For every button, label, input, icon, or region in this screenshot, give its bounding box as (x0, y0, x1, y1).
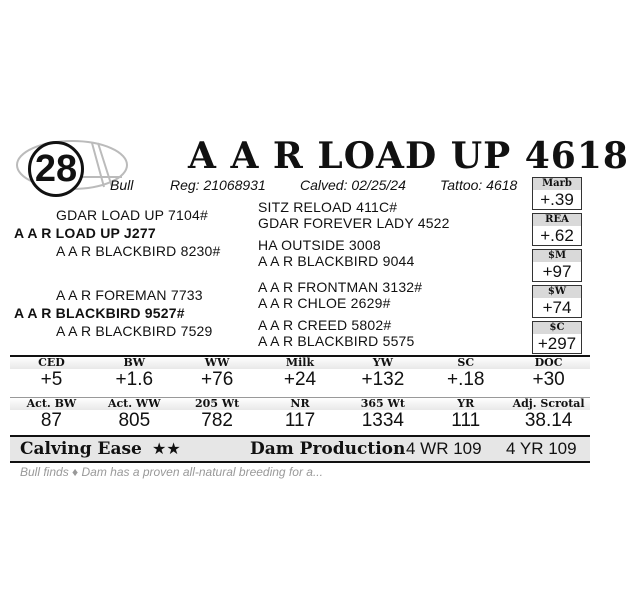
pedigree-dam-sire: A A R FOREMAN 7733 (56, 287, 203, 303)
epd-label: BW (123, 356, 146, 369)
registration-number: Reg: 21068931 (170, 177, 266, 193)
calving-dam-bar (10, 435, 590, 463)
dam-production-label: Dam Production (250, 439, 406, 459)
actual-label: Adj. Scrotal (512, 397, 585, 410)
pedigree-ds-dam: A A R CHLOE 2629# (258, 295, 391, 311)
pedigree-sd-sire: HA OUTSIDE 3008 (258, 237, 381, 253)
epd-box-w: $W +74 (532, 285, 582, 318)
actual-label: NR (290, 397, 310, 410)
sale-catalog-card (10, 135, 629, 479)
epd-value: +5 (40, 369, 63, 390)
epd-box-marb: Marb +.39 (532, 177, 582, 210)
actual-value: 87 (40, 410, 62, 431)
calving-ease-stars-icon: ★★ (152, 441, 181, 458)
pedigree-ss-sire: SITZ RELOAD 411C# (258, 199, 398, 215)
epd-box-rea: REA +.62 (532, 213, 582, 246)
pedigree-ds-sire: A A R FRONTMAN 3132# (258, 279, 423, 295)
actual-label: Act. WW (107, 397, 161, 410)
pedigree-sire-dam: A A R BLACKBIRD 8230# (56, 243, 221, 259)
actuals-grid (10, 397, 590, 432)
epd-values-row (10, 369, 590, 391)
actual-label: Act. BW (26, 397, 77, 410)
actual-label: YR (457, 397, 475, 410)
epd-label: DOC (534, 356, 563, 369)
epd-grid (10, 355, 590, 391)
dam-production-yr: 4 YR 109 (506, 439, 577, 458)
epd-box-c: $C +297 (532, 321, 582, 354)
actuals-values-row (10, 410, 590, 432)
pedigree-dd-dam: A A R BLACKBIRD 5575 (258, 333, 415, 349)
pedigree-sire-sire: GDAR LOAD UP 7104# (56, 207, 208, 223)
side-epd-column (532, 177, 582, 357)
pedigree-sire: A A R LOAD UP J277 (14, 225, 156, 241)
epd-label: WW (204, 356, 230, 369)
epd-label: YW (372, 356, 393, 369)
actual-value: 1334 (361, 410, 404, 431)
pedigree-dd-sire: A A R CREED 5802# (258, 317, 392, 333)
actuals-labels-row (10, 398, 590, 410)
epd-label: CED (38, 356, 65, 369)
epd-value: +1.6 (115, 369, 154, 390)
pedigree-dam: A A R BLACKBIRD 9527# (14, 305, 185, 321)
pedigree-sd-dam: A A R BLACKBIRD 9044 (258, 253, 415, 269)
calved-date: Calved: 02/25/24 (300, 177, 406, 193)
calving-ease-label: Calving Ease (20, 439, 142, 459)
epd-value: +132 (361, 369, 405, 390)
epd-value: +76 (201, 369, 234, 390)
animal-name: A A R LOAD UP 4618 (188, 135, 629, 177)
pedigree-ss-dam: GDAR FOREVER LADY 4522 (258, 215, 450, 231)
animal-type: Bull (110, 177, 134, 193)
epd-value: +24 (283, 369, 317, 390)
epd-labels-row (10, 357, 590, 369)
epd-value: +30 (532, 369, 565, 390)
actual-label: 365 Wt (360, 397, 405, 410)
pedigree-dam-dam: A A R BLACKBIRD 7529 (56, 323, 213, 339)
epd-label: Milk (285, 356, 315, 369)
actual-value: 38.14 (524, 410, 573, 431)
footnote: Bull finds ♦ Dam has a proven all-natural breeding for a... (20, 465, 323, 479)
lot-number-badge: 28 (28, 141, 84, 197)
epd-box-m: $M +97 (532, 249, 582, 282)
actual-value: 782 (201, 410, 233, 431)
dam-production-wr: 4 WR 109 (406, 439, 482, 458)
actual-label: 205 Wt (195, 397, 240, 410)
actual-value: 111 (451, 410, 481, 431)
actual-value: 805 (118, 410, 151, 431)
epd-value: +.18 (446, 369, 485, 390)
tattoo: Tattoo: 4618 (440, 177, 518, 193)
actual-value: 117 (284, 410, 316, 431)
epd-label: SC (457, 356, 475, 369)
